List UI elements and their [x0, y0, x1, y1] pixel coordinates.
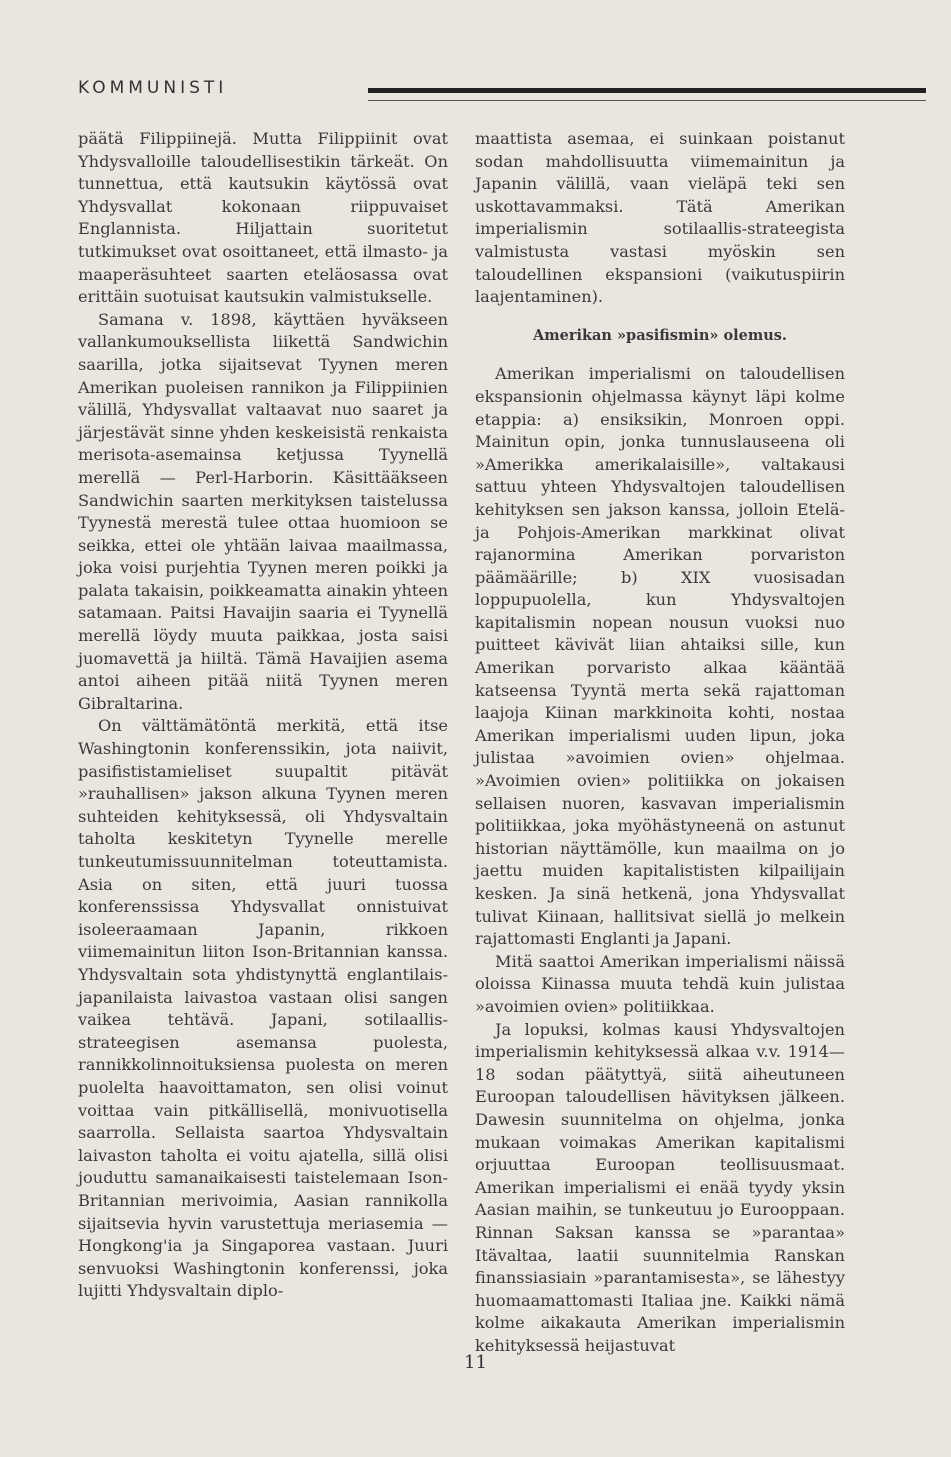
section-heading: Amerikan »pasifismin» olemus.	[533, 326, 787, 344]
paragraph: On välttämätöntä merkitä, että itse Washingtonin konferenssikin, jota naiivit, pasifististamieliset suupaltit pitävät »rauhallisen» jakson alkuna Tyynen meren suhteiden kehityksessä, oli Yhdysvaltain taholta keskitetyn Tyynelle merelle tunkeutumissuunnitelman toteuttamista. Asia on siten, että juuri tuossa konferenssissa Yhdysvallat onnistuivat isoleeraamaan Japanin, rikkoen viimemainitun liiton Ison-Britannian kanssa. Yhdysvaltain sota yhdistynyttä englantilais-japanilaista laivastoa vastaan olisi sangen vaikea tehtävä. Japani, sotilaallis-strateegisen asemansa puolesta, rannikkolinnoituksiensa puolesta on meren puolelta haavoittamaton, sen olisi voinut voittaa vain pitkällisellä, monivuotisella saarrolla. Sellaista saartoa Yhdysvaltain laivaston taholta ei voitu ajatella, sillä olisi jouduttu samanaikaisesti taistelemaan Ison-Britannian merivoimia, Aasian rannikolla sijaitsevia hyvin varustettuja meriasemia — Hongkong'ia ja Singaporea vastaan. Juuri senvuoksi Washingtonin konferenssi, joka lujitti Yhdysvaltain diplo-	[78, 716, 448, 1301]
paragraph: Ja lopuksi, kolmas kausi Yhdysvaltojen imperialismin kehityksessä alkaa v.v. 1914—18 sodan päätyttyä, siitä aiheutuneen Euroopan taloudellisen hävityksen jälkeen. Dawesin suunnitelma on ohjelma, jonka mukaan voimakas Amerikan kapitalismi orjuuttaa Euroopan teollisuusmaat. Amerikan imperialismi ei enää tyydy yksin Aasian maihin, se tunkeutuu jo Eurooppaan. Rinnan Saksan kanssa se »parantaa» Itävaltaa, laatii suunnitelmia Ranskan finanssiasiain »parantamisesta», se lähestyy huomaamattomasti Italiaa jne. Kaikki nämä kolme aikakauta Amerikan imperialismin kehityksessä heijastuvat	[475, 1019, 845, 1355]
paragraph: Samana v. 1898, käyttäen hyväkseen vallankumouksellista liikettä Sandwichin saarilla, jotka sijaitsevat Tyynen meren Amerikan puoleisen rannikon ja Filippiinien välillä, Yhdysvallat valtaavat nuo saaret ja järjestävät sinne yhden keskeisistä renkaista merisota-asemainsa ketjussa Tyynellä merellä — Perl-Harborin. Käsittääkseen Sandwichin saarten merkityksen taistelussa Tyynestä merestä tulee ottaa huomioon se seikka, ettei ole yhtään laivaa maailmassa, joka voisi purjehtia Tyynen meren poikki ja palata takaisin, poikkeamatta ainakin yhteen satamaan. Paitsi Havaijin saaria ei Tyynellä merellä löydy muuta paikkaa, josta saisi juomavettä ja hiiltä. Tämä Havaijien asema antoi aiheen pitää niitä Tyynen meren Gibraltarina.	[78, 309, 448, 713]
header-rule-thin	[368, 100, 926, 101]
running-header	[78, 78, 848, 108]
paragraph: maattista asemaa, ei suinkaan poistanut sodan mahdollisuutta viimemainitun ja Japanin välillä, vaan vieläpä teki sen uskottavammaksi. Tätä Amerikan imperialismin sotilaallis-strateegista valmistusta vastasi myöskin sen taloudellinen ekspansioni (vaikutuspiirin laajentaminen).	[475, 129, 845, 307]
paragraph: päätä Filippiinejä. Mutta Filippiinit ovat Yhdysvalloille taloudellisestikin tärkeät. On tunnettua, että kautsukin käytössä ovat Yhdysvallat kokonaan riippuvaiset Englannista. Hiljattain suoritetut tutkimukset ovat osoittaneet, että ilmasto- ja maaperäsuhteet saarten eteläosassa ovat erittäin suotuisat kautsukin valmistukselle.	[78, 129, 448, 307]
right-column	[475, 128, 845, 1357]
left-column	[78, 128, 448, 1303]
journal-title: KOMMUNISTI	[78, 78, 228, 98]
paragraph: Mitä saattoi Amerikan imperialismi näissä oloissa Kiinassa muuta tehdä kuin julistaa »avoimien ovien» politiikkaa.	[475, 951, 845, 1016]
paragraph: Amerikan imperialismi on taloudellisen ekspansionin ohjelmassa käynyt läpi kolme etappia: a) ensiksikin, Monroen oppi. Mainitun opin, jonka tunnuslauseena oli »Amerikka amerikalaisille», valtakausi sattuu yhteen Yhdysvaltojen taloudellisen kehityksen sen jakson kanssa, jolloin Etelä- ja Pohjois-Amerikan markkinat olivat rajanormina Amerikan porvariston päämäärille; b) XIX vuosisadan loppupuolella, kun Yhdysvaltojen kapitalismin nopean nousun vuoksi nuo puitteet kävivät liian ahtaiksi sille, kun Amerikan porvaristo alkaa kääntää katseensa Tyyntä merta sekä rajattoman laajoja Kiinan markkinoita kohti, nostaa Amerikan imperialismi uuden lipun, joka julistaa »avoimien ovien» ohjelmaa. »Avoimien ovien» politiikka on jokaisen sellaisen nuoren, kasvavan imperialismin politiikkaa, joka myöhästyneenä on astunut historian näyttämölle, kun maailma on jo jaettu muiden kapitalististen kilpailijain kesken. Ja sinä hetkenä, jona Yhdysvallat tulivat Kiinaan, hallitsivat siellä jo melkein rajattomasti Englanti ja Japani.	[475, 364, 845, 949]
page-number: 11	[464, 1352, 487, 1373]
header-rule-thick	[368, 88, 926, 93]
